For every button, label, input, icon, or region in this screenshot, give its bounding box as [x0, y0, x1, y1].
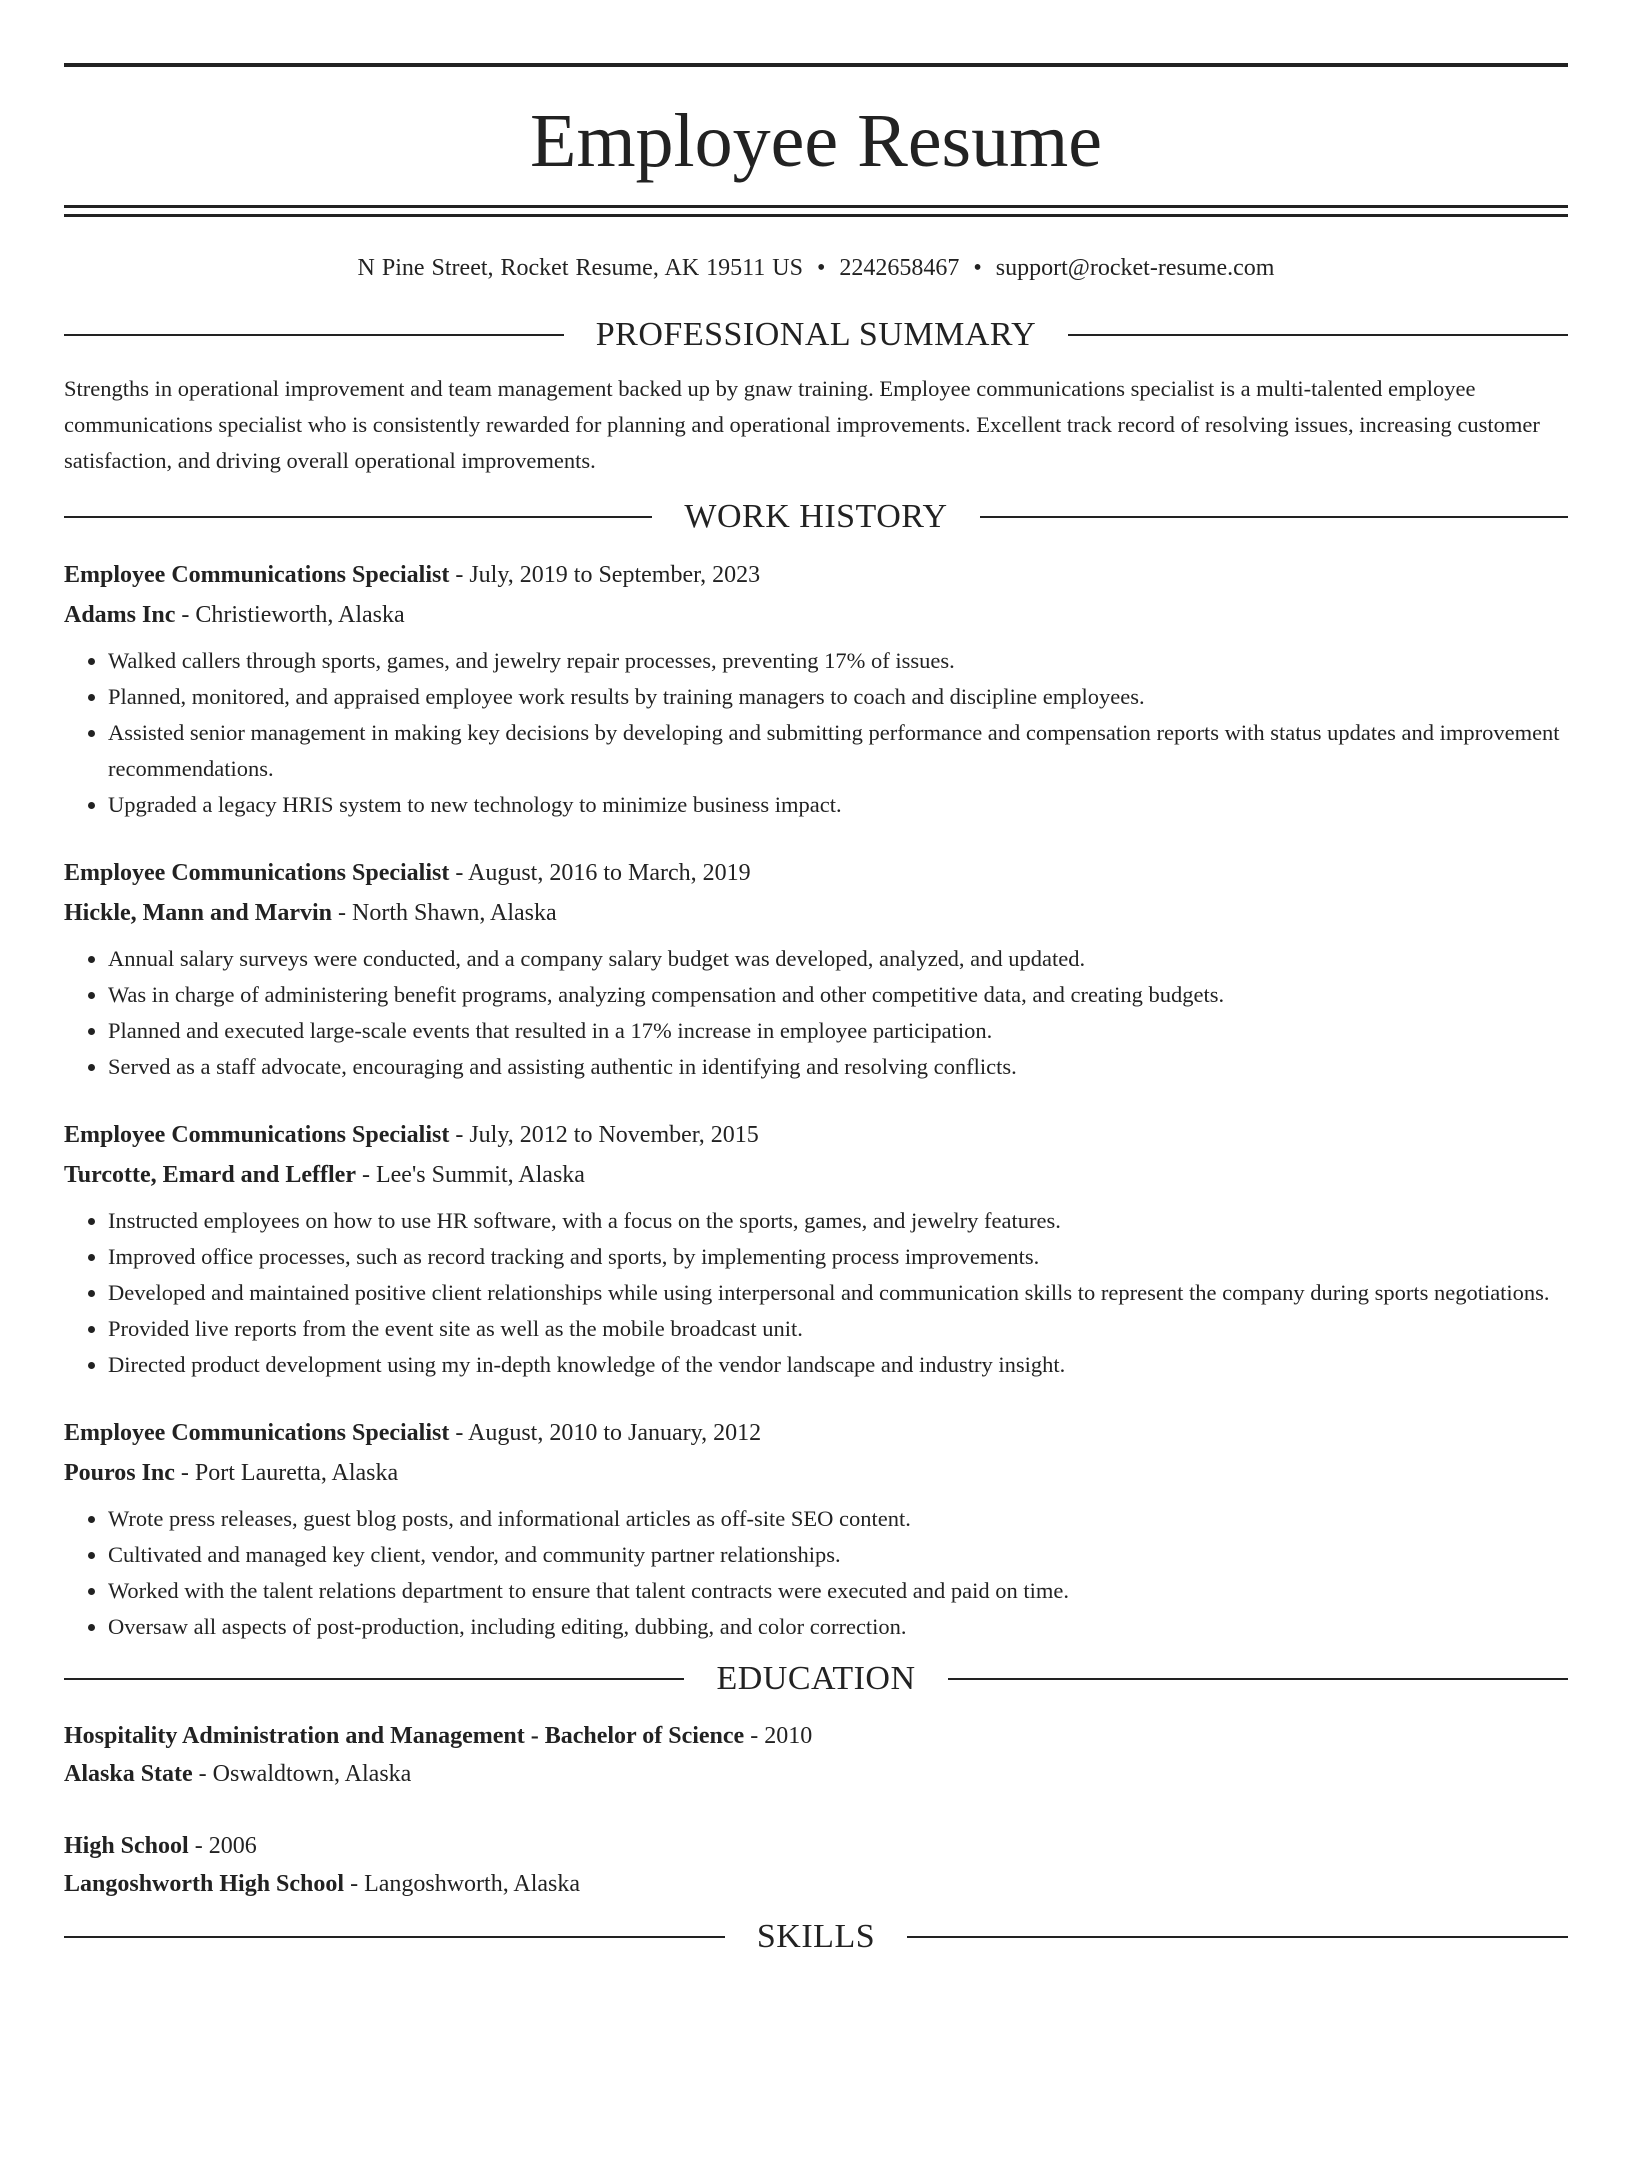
job-title: Employee Communications Specialist	[64, 1122, 450, 1148]
section-title: EDUCATION	[716, 1660, 916, 1697]
section-title: PROFESSIONAL SUMMARY	[595, 316, 1037, 353]
duty-item: • Developed and maintained positive client relationships while using interpersonal and communication skills to represent the company during sports negotiations.	[108, 1275, 1568, 1311]
heading-rule	[64, 334, 564, 336]
duty-item: • Upgraded a legacy HRIS system to new technology to minimize business impact.	[108, 787, 1568, 823]
duty-item: • Assisted senior management in making key decisions by developing and submitting performance and compensation reports with status updates and improvement recommendations.	[108, 715, 1568, 787]
education-school: Alaska State	[64, 1761, 193, 1787]
heading-rule	[64, 1936, 725, 1938]
education-degree: High School	[64, 1833, 189, 1859]
education-year: - 2010	[744, 1723, 813, 1749]
job-title-line	[64, 1115, 1568, 1155]
contact-separator: •	[816, 255, 826, 281]
duty-item: • Oversaw all aspects of post-production, including editing, dubbing, and color correction.	[108, 1609, 1568, 1645]
job-location: - Christieworth, Alaska	[175, 602, 405, 628]
job-company-line	[64, 595, 1568, 635]
duty-list	[64, 1203, 1568, 1383]
job-title-line	[64, 853, 1568, 893]
duty-item: • Worked with the talent relations department to ensure that talent contracts were executed and paid on time.	[108, 1573, 1568, 1609]
duty-item: • Cultivated and managed key client, vendor, and community partner relationships.	[108, 1537, 1568, 1573]
contact-line	[64, 253, 1568, 283]
duty-item: • Planned, monitored, and appraised employee work results by training managers to coach and discipline employees.	[108, 679, 1568, 715]
job-location: - Lee's Summit, Alaska	[355, 1162, 585, 1188]
education-degree: Hospitality Administration and Management - Bachelor of Science	[64, 1723, 745, 1749]
job-company-line	[64, 1155, 1568, 1195]
job-company: Turcotte, Emard and Leffler	[64, 1162, 356, 1188]
section-heading-education	[64, 1659, 1568, 1699]
duty-item: • Annual salary surveys were conducted, and a company salary budget was developed, analyzed, and updated.	[108, 941, 1568, 977]
job-company: Adams Inc	[64, 602, 176, 628]
education-year: - 2006	[188, 1833, 257, 1859]
job-location: - Port Lauretta, Alaska	[174, 1460, 399, 1486]
heading-rule	[64, 516, 652, 518]
summary-text: Strengths in operational improvement and team management backed up by gnaw training. Employee communications specialist is a multi-talented employee communications specialist who is consistently rewarded for planning and operational improvements. Excellent track record of resolving issues, increasing customer satisfaction, and driving overall operational improvements.	[64, 376, 1540, 473]
job-company: Pouros Inc	[64, 1460, 175, 1486]
duty-item: • Planned and executed large-scale events that resulted in a 17% increase in employee participation.	[108, 1013, 1568, 1049]
duty-item: • Instructed employees on how to use HR software, with a focus on the sports, games, and jewelry features.	[108, 1203, 1568, 1239]
education-school-line	[64, 1755, 1568, 1793]
section-title: WORK HISTORY	[684, 498, 948, 535]
job-entry	[64, 1115, 1568, 1383]
duty-item: • Wrote press releases, guest blog posts, and informational articles as off-site SEO content.	[108, 1501, 1568, 1537]
duty-item: • Improved office processes, such as record tracking and sports, by implementing process improvements.	[108, 1239, 1568, 1275]
education-location: - Oswaldtown, Alaska	[192, 1761, 412, 1787]
duty-item: • Provided live reports from the event site as well as the mobile broadcast unit.	[108, 1311, 1568, 1347]
job-company: Hickle, Mann and Marvin	[64, 900, 333, 926]
top-rule	[64, 63, 1568, 67]
heading-rule	[948, 1678, 1568, 1680]
duty-item: • Served as a staff advocate, encouraging and assisting authentic in identifying and resolving conflicts.	[108, 1049, 1568, 1085]
section-heading-summary	[64, 315, 1568, 355]
duty-item: • Directed product development using my in-depth knowledge of the vendor landscape and industry insight.	[108, 1347, 1568, 1383]
duty-item: • Walked callers through sports, games, and jewelry repair processes, preventing 17% of issues.	[108, 643, 1568, 679]
duty-item: • Was in charge of administering benefit programs, analyzing compensation and other competitive data, and creating budgets.	[108, 977, 1568, 1013]
section-heading-work	[64, 497, 1568, 537]
job-entry	[64, 1413, 1568, 1645]
duty-list	[64, 941, 1568, 1085]
resume-title: Employee Resume	[530, 99, 1102, 183]
heading-rule	[980, 516, 1568, 518]
job-title: Employee Communications Specialist	[64, 562, 450, 588]
job-dates: - August, 2010 to January, 2012	[449, 1420, 762, 1446]
resume-page	[0, 63, 1632, 2175]
heading-rule	[1068, 334, 1568, 336]
job-dates: - August, 2016 to March, 2019	[449, 860, 751, 886]
education-location: - Langoshworth, Alaska	[344, 1871, 581, 1897]
title-double-rule	[64, 205, 1568, 217]
contact-phone: 2242658467	[839, 255, 960, 281]
education-school: Langoshworth High School	[64, 1871, 345, 1897]
duty-list	[64, 1501, 1568, 1645]
section-heading-skills	[64, 1917, 1568, 1957]
job-entry	[64, 555, 1568, 823]
heading-rule	[907, 1936, 1568, 1938]
job-title-line	[64, 555, 1568, 595]
education-school-line	[64, 1865, 1568, 1903]
job-title: Employee Communications Specialist	[64, 860, 450, 886]
contact-email: support@rocket-resume.com	[995, 255, 1275, 281]
job-company-line	[64, 893, 1568, 933]
job-title: Employee Communications Specialist	[64, 1420, 450, 1446]
education-degree-line	[64, 1717, 1568, 1755]
duty-list	[64, 643, 1568, 823]
contact-address: N Pine Street, Rocket Resume, AK 19511 US	[357, 255, 803, 281]
job-entry	[64, 853, 1568, 1085]
job-location: - North Shawn, Alaska	[332, 900, 557, 926]
job-title-line	[64, 1413, 1568, 1453]
heading-rule	[64, 1678, 684, 1680]
job-dates: - July, 2012 to November, 2015	[449, 1122, 759, 1148]
contact-separator: •	[973, 255, 982, 281]
job-company-line	[64, 1453, 1568, 1493]
job-dates: - July, 2019 to September, 2023	[449, 562, 761, 588]
section-title: SKILLS	[756, 1918, 876, 1955]
education-entry	[64, 1827, 1568, 1903]
education-entry	[64, 1717, 1568, 1793]
education-degree-line	[64, 1827, 1568, 1865]
